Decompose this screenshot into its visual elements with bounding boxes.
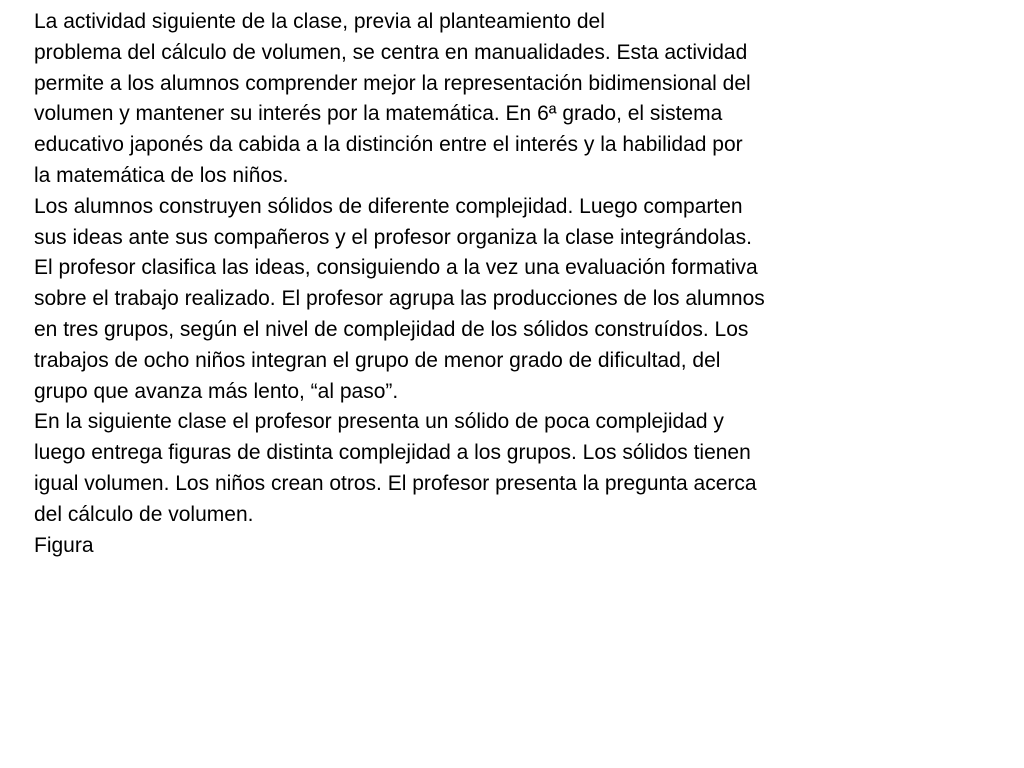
text-line-6: la matemática de los niños. — [34, 163, 289, 187]
text-line-5: educativo japonés da cabida a la distinción entre el interés y la habilidad por — [34, 133, 743, 157]
text-line-9: El profesor clasifica las ideas, consiguiendo a la vez una evaluación formativa — [34, 256, 758, 280]
text-line-2: problema del cálculo de volumen, se centra en manualidades. Esta actividad — [34, 40, 748, 64]
text-line-8: sus ideas ante sus compañeros y el profesor organiza la clase integrándolas. — [34, 225, 752, 249]
text-line-figure: Figura — [34, 533, 94, 557]
text-line-14: En la siguiente clase el profesor presenta un sólido de poca complejidad y — [34, 410, 724, 434]
text-line-17: del cálculo de volumen. — [34, 502, 254, 526]
text-line-1: La actividad siguiente de la clase, previa al planteamiento del — [34, 10, 605, 33]
text-line-4: volumen y mantener su interés por la matemática. En 6ª grado, el sistema — [34, 102, 723, 126]
body-text — [34, 7, 874, 561]
text-line-7: Los alumnos construyen sólidos de diferente complejidad. Luego comparten — [34, 194, 743, 218]
text-line-12: trabajos de ocho niños integran el grupo de menor grado de dificultad, del — [34, 348, 721, 372]
text-line-13: grupo que avanza más lento, “al paso”. — [34, 379, 399, 403]
text-line-15: luego entrega figuras de distinta complejidad a los grupos. Los sólidos tienen — [34, 441, 751, 465]
text-line-10: sobre el trabajo realizado. El profesor agrupa las producciones de los alumnos — [34, 287, 765, 311]
text-line-3: permite a los alumnos comprender mejor la representación bidimensional del — [34, 71, 751, 95]
text-line-16: igual volumen. Los niños crean otros. El profesor presenta la pregunta acerca — [34, 471, 757, 495]
text-line-11: en tres grupos, según el nivel de complejidad de los sólidos construídos. Los — [34, 317, 749, 341]
